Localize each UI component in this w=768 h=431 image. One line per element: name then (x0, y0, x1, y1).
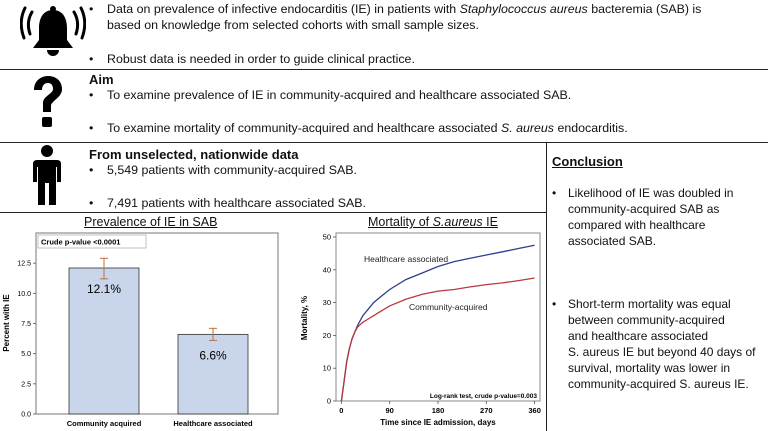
bullet-text: To examine prevalence of IE in community-acquired and healthcare associated SAB. (107, 88, 572, 102)
y-tick-label: 40 (322, 265, 331, 275)
divider (0, 69, 768, 70)
conclusion-line: compared with healthcare (568, 218, 706, 232)
bullet-dot: • (89, 163, 94, 177)
conclusion-line: S. aureus IE but beyond 40 days of (568, 345, 756, 359)
y-tick-label: 2.5 (21, 381, 31, 389)
bar (178, 334, 248, 414)
y-tick-label: 12.5 (17, 260, 31, 268)
bullet-text: bacteremia (SAB) is (587, 2, 702, 16)
x-tick-label: 90 (385, 406, 394, 415)
aim-heading: Aim (89, 72, 114, 87)
x-tick-label: 0 (339, 406, 344, 415)
conclusion-line: survival, mortality was lower in (568, 361, 731, 375)
x-tick-label: 270 (480, 406, 493, 415)
bar-value-label: 6.6% (199, 348, 227, 363)
bullet-dot: • (89, 196, 94, 210)
title-part: IE (482, 215, 498, 229)
x-tick-label: Community acquired (66, 419, 142, 428)
divider (0, 142, 768, 143)
bullet-text: 7,491 patients with healthcare associated SAB. (107, 196, 366, 210)
conclusion-line: Short-term mortality was equal (568, 297, 731, 311)
bar-chart (0, 228, 282, 431)
y-tick-label: 10.0 (17, 290, 31, 298)
bullet-dot: • (89, 2, 94, 16)
y-tick-label: 20 (322, 330, 331, 340)
conclusion-title: Conclusion (552, 154, 623, 169)
bullet-text: To examine mortality of community-acquired and healthcare associated (107, 121, 501, 135)
y-axis-label: Percent with IE (2, 294, 11, 352)
bullet-dot: • (89, 121, 94, 135)
x-tick-label: Healthcare associated (173, 419, 253, 428)
question-icon (30, 76, 64, 137)
data-heading: From unselected, nationwide data (89, 147, 299, 162)
title-part-italic: S.aureus (432, 215, 483, 229)
bullet-dot: • (89, 52, 94, 66)
line-chart-title (368, 215, 498, 229)
title-part: Mortality of (368, 215, 433, 229)
annotation-text: Crude p-value <0.0001 (41, 237, 121, 247)
series-label-healthcare: Healthcare associated (364, 254, 449, 264)
series-label-community: Community-acquired (409, 302, 488, 312)
y-tick-label: 7.5 (21, 321, 31, 328)
conclusion-line: Likelihood of IE was doubled in (568, 186, 734, 200)
bullet-text: based on knowledge from selected cohorts with small sample sizes. (107, 18, 479, 32)
bullet-dot: • (552, 297, 557, 311)
person-icon (30, 145, 64, 212)
bullet-text: endocarditis. (554, 121, 628, 135)
y-tick-label: 0.0 (21, 411, 31, 419)
bullet-dot: • (552, 186, 557, 200)
bullet-text: Data on prevalence of infective endocarditis (IE) in patients with (107, 2, 460, 16)
divider (0, 212, 546, 213)
bar-chart-title: Prevalence of IE in SAB (84, 215, 218, 229)
line-chart (296, 228, 546, 431)
conclusion-line: and healthcare associated (568, 329, 709, 343)
bullet-text: Robust data is needed in order to guide clinical practice. (107, 52, 415, 66)
bullet-text-italic: Staphylococcus aureus (459, 2, 588, 16)
bar-value-label: 12.1% (86, 281, 122, 296)
y-tick-label: 5.0 (21, 351, 31, 359)
conclusion-line: community-acquired S. aureus IE. (568, 377, 749, 391)
conclusion-line: community-acquired SAB as (568, 202, 720, 216)
y-tick-label: 0 (326, 396, 331, 406)
y-axis-label: Mortality, % (300, 295, 309, 341)
annotation-text: Log-rank test, crude p-value=0.003 (429, 393, 537, 400)
y-tick-label: 30 (322, 298, 331, 308)
bullet-dot: • (89, 88, 94, 102)
bullet-text: 5,549 patients with community-acquired SAB. (107, 163, 358, 177)
y-tick-label: 50 (322, 232, 331, 242)
x-tick-label: 180 (431, 406, 445, 415)
conclusion-line: between community-acquired (568, 313, 725, 327)
bullet-text-italic: S. aureus (500, 121, 554, 135)
conclusion-line: associated SAB. (568, 234, 657, 248)
bell-icon (20, 2, 86, 67)
x-tick-label: 360 (528, 406, 541, 415)
divider-vertical (546, 142, 547, 431)
x-axis-label: Time since IE admission, days (380, 418, 496, 427)
y-tick-label: 10 (322, 363, 331, 373)
